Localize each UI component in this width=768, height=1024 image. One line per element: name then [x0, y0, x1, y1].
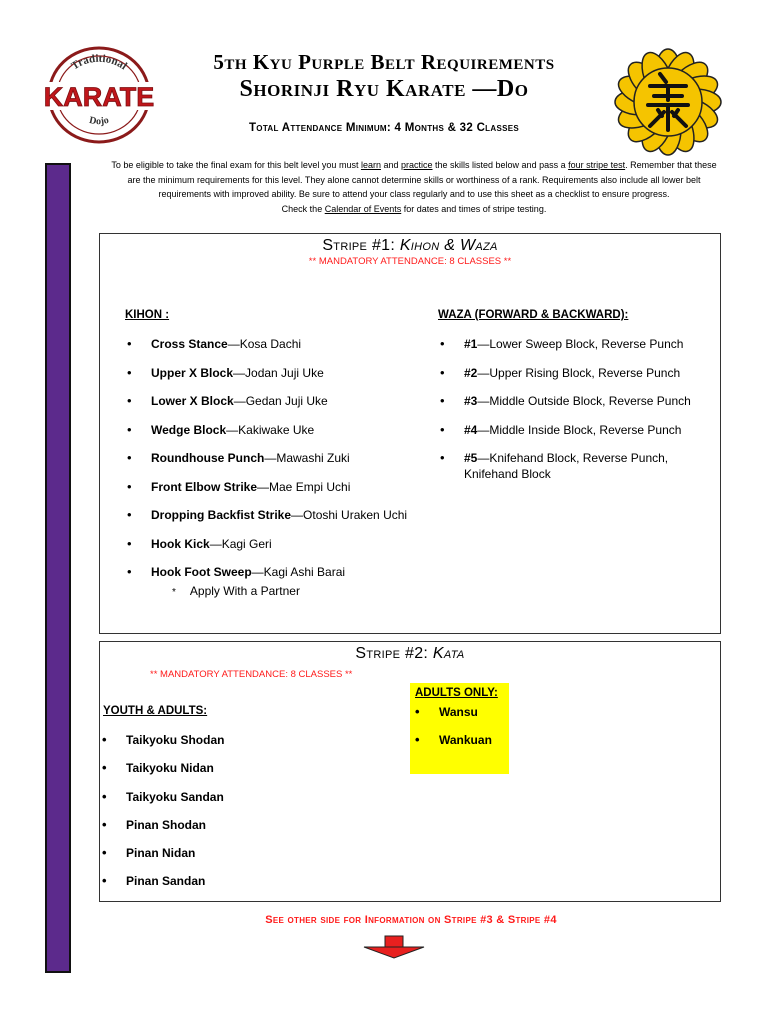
- waza-item-name: #1: [464, 337, 478, 351]
- kihon-item-translation: —Mawashi Zuki: [264, 451, 350, 465]
- youth-kata-item: • Pinan Nidan: [100, 845, 360, 861]
- waza-item-translation: —Middle Outside Block, Reverse Punch: [477, 394, 691, 408]
- down-arrow-icon: [358, 935, 430, 959]
- kihon-item: [125, 564, 425, 580]
- svg-text:Dojo: Dojo: [88, 114, 110, 128]
- youth-adults-kata-list: [100, 732, 360, 902]
- kihon-item: [125, 422, 425, 438]
- waza-item: [438, 393, 708, 409]
- waza-item-translation: —Lower Sweep Block, Reverse Punch: [477, 337, 684, 351]
- purple-belt-color-bar: [45, 163, 71, 973]
- kihon-item: [125, 336, 425, 352]
- stripe1-mandatory-attendance: ** MANDATORY ATTENDANCE: 8 CLASSES **: [308, 256, 512, 267]
- kihon-heading: KIHON :: [125, 309, 170, 321]
- adults-kata-item: • Wansu: [413, 704, 509, 720]
- stripe2-mandatory-attendance: ** MANDATORY ATTENDANCE: 8 CLASSES **: [150, 669, 353, 680]
- kihon-item: [125, 479, 425, 495]
- kihon-item-translation: —Kakiwake Uke: [226, 422, 315, 437]
- youth-kata-item: • Taikyoku Sandan: [100, 789, 360, 805]
- waza-heading: WAZA (FORWARD & BACKWARD):: [438, 309, 629, 321]
- kihon-item-name: Hook Foot Sweep: [151, 565, 252, 579]
- waza-item-name: #5: [464, 451, 478, 465]
- youth-kata-item: • Pinan Shodan: [100, 817, 360, 833]
- waza-item: [438, 365, 708, 381]
- kihon-item: [125, 507, 425, 523]
- kihon-item-name: Roundhouse Punch: [151, 451, 265, 465]
- apply-partner-note: * Apply With a Partner: [172, 584, 300, 598]
- kihon-item-translation: —Kagi Ashi Barai: [251, 565, 346, 579]
- stripe2-heading: Stripe #2: Kata: [355, 645, 465, 662]
- kihon-item-translation: —Gedan Juji Uke: [233, 394, 328, 408]
- waza-item-name: #4: [464, 422, 478, 437]
- waza-item-translation: —Upper Rising Block, Reverse Punch: [477, 365, 681, 380]
- kihon-item-name: Hook Kick: [151, 536, 210, 551]
- svg-text:Traditional: Traditional: [69, 52, 130, 73]
- waza-item: [438, 336, 708, 352]
- kihon-item-translation: —Jodan Juji Uke: [233, 365, 324, 380]
- kihon-list: [125, 336, 425, 593]
- adults-only-kata-list: [413, 704, 509, 748]
- page-title: 5th Kyu Purple Belt Requirements: [213, 50, 555, 74]
- adults-only-box: [410, 683, 509, 774]
- kihon-item-name: Wedge Block: [151, 422, 227, 437]
- youth-kata-item: • Pinan Sandan: [100, 873, 360, 889]
- kihon-item-translation: —Otoshi Uraken Uchi: [291, 508, 408, 522]
- kihon-item: [125, 365, 425, 381]
- waza-item-translation: —Middle Inside Block, Reverse Punch: [477, 422, 682, 437]
- kihon-item-name: Upper X Block: [151, 365, 234, 380]
- kihon-item-name: Dropping Backfist Strike: [151, 508, 292, 522]
- adults-only-heading: ADULTS ONLY:: [415, 687, 498, 699]
- svg-text:KARATE: KARATE: [43, 82, 155, 112]
- stripe1-heading: Stripe #1: Kihon & Waza: [322, 237, 498, 254]
- kihon-item-translation: —Mae Empi Uchi: [257, 479, 351, 494]
- waza-item: [438, 450, 708, 482]
- stripe1-section: [99, 233, 721, 634]
- shorinji-ryu-emblem-logo: [612, 46, 724, 158]
- waza-list: [438, 336, 708, 495]
- kihon-item-translation: —Kagi Geri: [209, 536, 272, 551]
- waza-item: [438, 422, 708, 438]
- adults-kata-item: • Wankuan: [413, 732, 509, 748]
- traditional-karate-dojo-logo: [40, 44, 158, 146]
- kihon-item-name: Cross Stance: [151, 337, 228, 351]
- calendar-of-events-link: Calendar of Events: [324, 203, 402, 214]
- kihon-item: [125, 536, 425, 552]
- other-side-note: See other side for Information on Stripe #3 & Stripe #4: [265, 914, 557, 926]
- youth-adults-heading: YOUTH & ADULTS:: [103, 705, 208, 717]
- kihon-item-translation: —Kosa Dachi: [227, 337, 302, 351]
- page-subtitle: Shorinji Ryu Karate —Do: [239, 76, 529, 102]
- intro-paragraph: To be eligible to take the final exam for this belt level you must learn and practice the skills listed below and pass a four stripe test. Remember that these are the minimum requirements for this level. They alone cannot determine skills or worthiness of a rank. Requirements also include all lower belt requirements with improved ability. Be sure to attend your class regularly and to use this sheet as a checklist to ensure progress. Check the Calendar of Events for dates and times of stripe testing.: [111, 160, 717, 214]
- waza-item-name: #3: [464, 394, 478, 408]
- kihon-item: [125, 393, 425, 409]
- attendance-minimum: Total Attendance Minimum: 4 Months & 32 Classes: [248, 122, 519, 134]
- youth-kata-item: • Taikyoku Nidan: [100, 760, 360, 776]
- kihon-item-name: Front Elbow Strike: [151, 479, 258, 494]
- youth-kata-item: • Taikyoku Shodan: [100, 732, 360, 748]
- kihon-item-name: Lower X Block: [151, 394, 234, 408]
- waza-item-name: #2: [464, 365, 478, 380]
- kihon-item: [125, 450, 425, 466]
- waza-item-translation: —Knifehand Block, Reverse Punch, Knifehand Block: [464, 451, 669, 481]
